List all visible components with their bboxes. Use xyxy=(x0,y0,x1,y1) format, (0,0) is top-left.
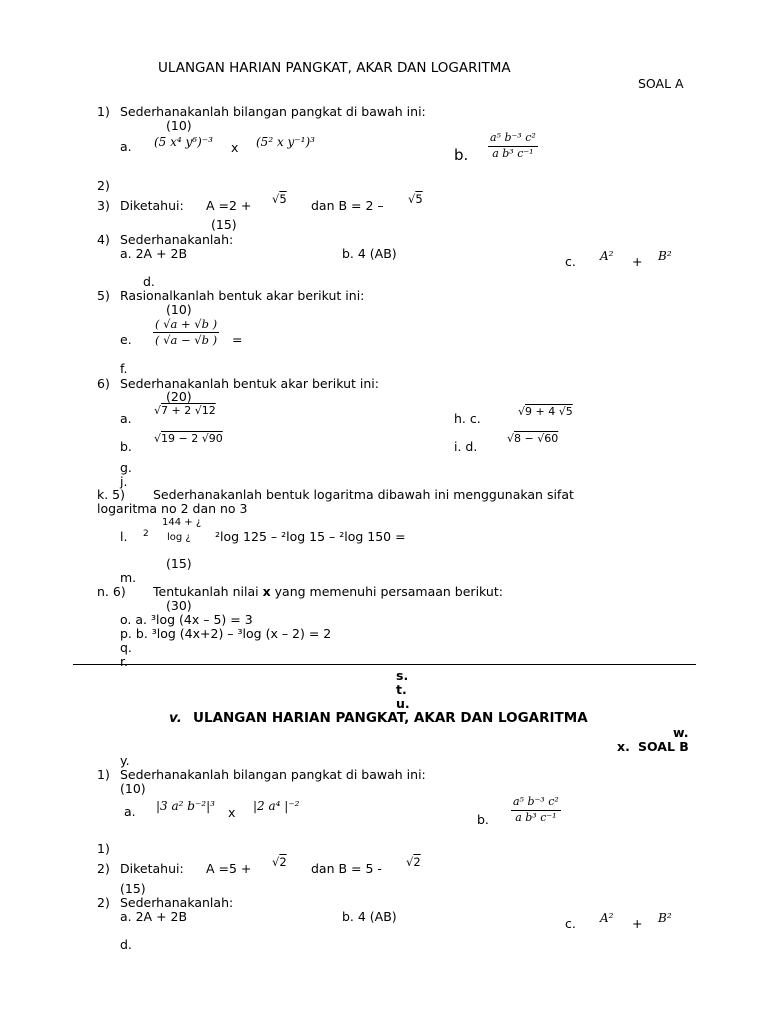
l-frac-den-text: log ¿ xyxy=(167,532,191,543)
b-q2-root-b: √2 xyxy=(406,855,421,869)
q6-text: Sederhanakanlah bentuk akar berikut ini: xyxy=(120,376,379,391)
l-label: l. xyxy=(120,529,128,544)
k-text2: logaritma no 2 dan no 3 xyxy=(97,501,248,516)
q5-f: f. xyxy=(120,361,128,376)
q6-a-label: a. xyxy=(120,411,132,426)
b-q2b-text: Sederhanakanlah: xyxy=(120,895,234,910)
q1-b-label: b. xyxy=(454,146,469,164)
q5-e-fraction xyxy=(153,318,219,347)
q1-b-denominator: a b³ c⁻¹ xyxy=(492,146,534,160)
q3-root-b-value: 5 xyxy=(415,192,423,206)
x-label: x. xyxy=(617,739,630,754)
b-q1-a-label: a. xyxy=(124,804,136,819)
q6-b-root: √19 − 2 √90 xyxy=(154,432,223,445)
sep-u: u. xyxy=(396,696,410,711)
q5-e-numerator: ( √a + √b ) xyxy=(153,318,219,333)
b-q2-score: (15) xyxy=(120,881,146,896)
n-text1: Tentukanlah nilai xyxy=(153,584,259,599)
b-q1-a-expr1: |3 a² b⁻²|³ xyxy=(156,799,215,813)
b-q2-number: 2) xyxy=(97,861,110,876)
n-score: (30) xyxy=(166,598,192,613)
q1-a-expr1: (5 x⁴ y⁶)⁻³ xyxy=(154,135,213,149)
q2-number: 2) xyxy=(97,178,110,193)
page-title-a: ULANGAN HARIAN PANGKAT, AKAR DAN LOGARITMA xyxy=(158,60,511,76)
q4-c-plus: + xyxy=(632,254,643,269)
b-q2b-c-label: c. xyxy=(565,916,576,931)
y-label: y. xyxy=(120,753,130,768)
w-label: w. xyxy=(673,725,689,740)
q5-e-label: e. xyxy=(120,332,132,347)
q1-times: x xyxy=(231,140,239,155)
q6-number: 6) xyxy=(97,376,110,391)
b-q1-b-fraction xyxy=(511,796,561,824)
q3-text: Diketahui: xyxy=(120,198,184,213)
q1-number: 1) xyxy=(97,104,110,119)
q4-c-expr-b: B² xyxy=(658,249,672,263)
b-q2b-b: b. 4 (AB) xyxy=(342,909,397,924)
q3-b-def: dan B = 2 – xyxy=(311,198,384,213)
q6-a-expr: 7 + 2 √12 xyxy=(161,404,216,417)
q6-c-root: √9 + 4 √5 xyxy=(518,405,573,418)
b-q2b-number: 2) xyxy=(97,895,110,910)
b-q2-root-b-value: 2 xyxy=(413,855,421,869)
b-q1-b-label: b. xyxy=(477,812,489,827)
k-label: k. 5) xyxy=(97,487,126,502)
q6-d-root: √8 − √60 xyxy=(507,432,559,445)
q1-b-fraction xyxy=(488,132,538,160)
b-q1-score: (10) xyxy=(120,781,146,796)
b-q1-b-denominator: a b³ c⁻¹ xyxy=(515,810,557,824)
b-q1b-number: 1) xyxy=(97,841,110,856)
q1-a-expr2: (5² x y⁻¹)³ xyxy=(256,135,315,149)
b-q2b-c-plus: + xyxy=(632,916,643,931)
p-item: p. b. ³log (4x+2) – ³log (x – 2) = 2 xyxy=(120,626,332,641)
q4-b: b. 4 (AB) xyxy=(342,246,397,261)
q3-root-a-value: 5 xyxy=(279,192,287,206)
q5-equals: = xyxy=(232,332,243,347)
q4-c-label: c. xyxy=(565,254,576,269)
section-divider xyxy=(73,664,696,665)
b-q2-a-def: A =5 + xyxy=(206,861,252,876)
b-q1-times: x xyxy=(228,805,236,820)
q5-text: Rasionalkanlah bentuk akar berikut ini: xyxy=(120,288,365,303)
soal-label-b: SOAL B xyxy=(638,739,689,754)
q4-text: Sederhanakanlah: xyxy=(120,232,234,247)
b-q1-b-numerator: a⁵ b⁻³ c² xyxy=(511,796,561,811)
q6-h-label: h. c. xyxy=(454,411,481,426)
sep-s: s. xyxy=(396,668,409,683)
q6-i-label: i. d. xyxy=(454,439,478,454)
q6-d-expr: 8 − √60 xyxy=(514,432,559,445)
q6-a-root: √7 + 2 √12 xyxy=(154,404,216,417)
q6-b-expr: 19 − 2 √90 xyxy=(161,432,223,445)
r-item: r. xyxy=(120,654,128,669)
q1-a-label: a. xyxy=(120,139,132,154)
q3-a-def: A =2 + xyxy=(206,198,252,213)
soal-label-a: SOAL A xyxy=(638,76,684,91)
q3-number: 3) xyxy=(97,198,110,213)
q3-root-b: √5 xyxy=(408,192,423,206)
n-text2: yang memenuhi persamaan berikut: xyxy=(274,584,503,599)
q6-j: j. xyxy=(120,474,128,489)
b-q2b-d: d. xyxy=(120,937,132,952)
v-label: v. xyxy=(169,710,182,726)
q1-score: (10) xyxy=(166,118,192,133)
l-base: 2 xyxy=(143,529,149,539)
q6-b-label: b. xyxy=(120,439,132,454)
b-q2b-c-expr-b: B² xyxy=(658,911,672,925)
q-item: q. xyxy=(120,640,132,655)
q4-number: 4) xyxy=(97,232,110,247)
k-text: Sederhanakanlah bentuk logaritma dibawah ini menggunakan sifat xyxy=(153,487,574,502)
q6-g: g. xyxy=(120,460,132,475)
q1-b-numerator: a⁵ b⁻³ c² xyxy=(488,132,538,147)
l-score: (15) xyxy=(166,556,192,571)
sep-t: t. xyxy=(396,682,407,697)
b-q2b-c-expr-a: A² xyxy=(600,911,614,925)
q5-score: (10) xyxy=(166,302,192,317)
q6-c-expr: 9 + 4 √5 xyxy=(525,405,573,418)
l-expr: ²log 125 – ²log 15 – ²log 150 = xyxy=(215,529,406,544)
q4-d: d. xyxy=(143,274,155,289)
o-item: o. a. ³log (4x – 5) = 3 xyxy=(120,612,253,627)
b-q2-root-a-value: 2 xyxy=(279,855,287,869)
q5-e-denominator: ( √a − √b ) xyxy=(155,333,218,348)
q1-text: Sederhanakanlah bilangan pangkat di bawah ini: xyxy=(120,104,426,119)
l-frac-den xyxy=(167,533,191,543)
n-text xyxy=(153,586,503,599)
b-q2-b-def: dan B = 5 - xyxy=(311,861,382,876)
q5-number: 5) xyxy=(97,288,110,303)
q4-c-expr-a: A² xyxy=(600,249,614,263)
n-label: n. 6) xyxy=(97,584,126,599)
q6-score: (20) xyxy=(166,389,192,404)
q4-a: a. 2A + 2B xyxy=(120,246,188,261)
q3-score: (15) xyxy=(211,217,237,232)
b-q1-a-expr2: |2 a⁴ |⁻² xyxy=(253,799,300,813)
page-title-b: ULANGAN HARIAN PANGKAT, AKAR DAN LOGARITMA xyxy=(193,710,588,726)
b-q2-root-a: √2 xyxy=(272,855,287,869)
b-q2b-a: a. 2A + 2B xyxy=(120,909,188,924)
b-q1-text: Sederhanakanlah bilangan pangkat di bawah ini: xyxy=(120,767,426,782)
l-frac-num xyxy=(162,518,201,528)
m-label: m. xyxy=(120,570,137,585)
b-q2-text: Diketahui: xyxy=(120,861,184,876)
b-q1-number: 1) xyxy=(97,767,110,782)
n-variable-x: x xyxy=(262,584,271,599)
q3-root-a: √5 xyxy=(272,192,287,206)
l-frac-num-text: 144 + ¿ xyxy=(162,517,202,528)
